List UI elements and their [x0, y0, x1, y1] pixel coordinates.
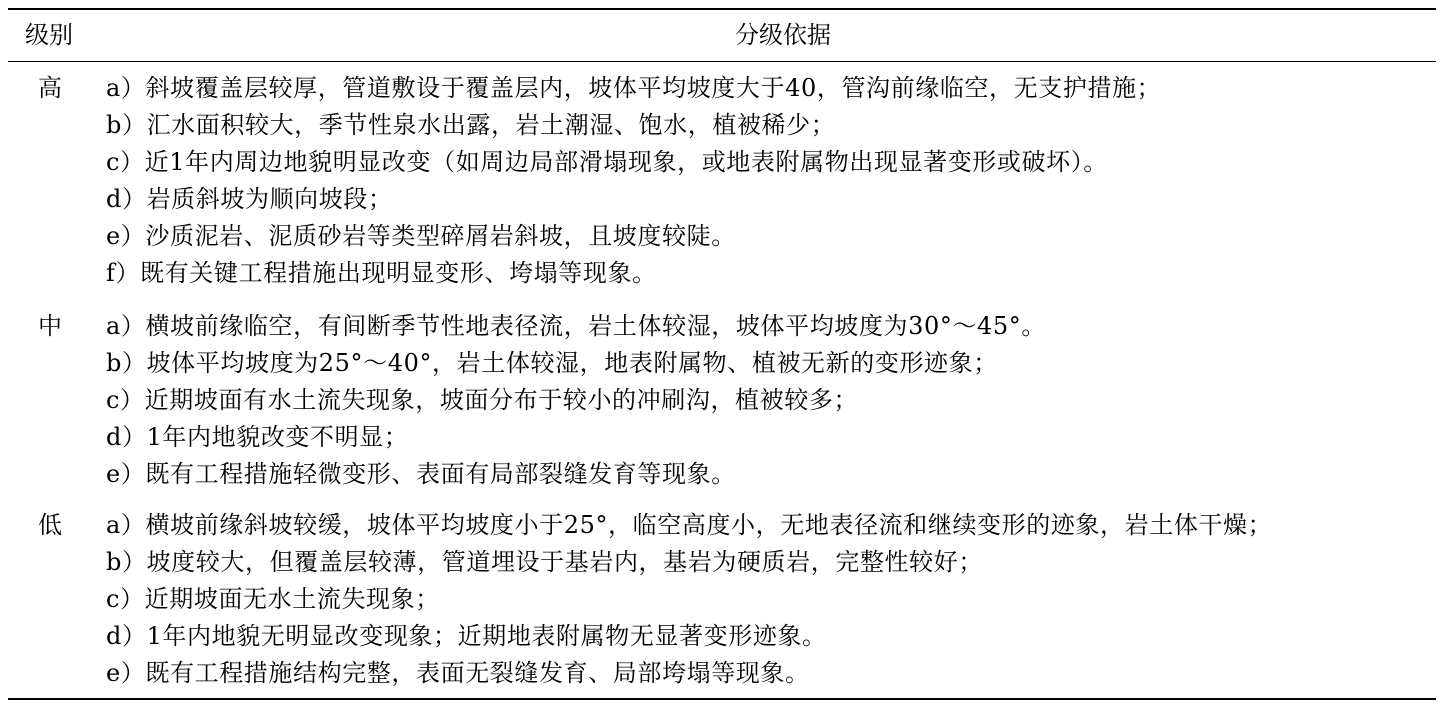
header-level: 级别	[25, 21, 73, 49]
basis-item: d）1年内地貌无明显改变现象；近期地表附属物无显著变形迹象。	[106, 622, 827, 650]
table-bottom-rule	[8, 698, 1436, 700]
basis-item: a）横坡前缘斜坡较缓，坡体平均坡度小于25°，临空高度小，无地表径流和继续变形的迹象，岩土体干燥；	[106, 511, 1273, 539]
basis-item: a）斜坡覆盖层较厚，管道敷设于覆盖层内，坡体平均坡度大于40，管沟前缘临空，无支护措施；	[106, 74, 1162, 102]
basis-item: b）坡体平均坡度为25°～40°，岩土体较湿，地表附属物、植被无新的变形迹象；	[106, 349, 998, 377]
table-top-rule	[8, 8, 1436, 10]
basis-item: c）近期坡面有水土流失现象，坡面分布于较小的冲刷沟，植被较多；	[106, 386, 859, 414]
basis-item: e）沙质泥岩、泥质砂岩等类型碎屑岩斜坡，且坡度较陡。	[106, 222, 736, 250]
basis-item: d）岩质斜坡为顺向坡段；	[106, 185, 393, 213]
basis-item: b）坡度较大，但覆盖层较薄，管道埋设于基岩内，基岩为硬质岩，完整性较好；	[106, 548, 983, 576]
basis-item: c）近期坡面无水土流失现象；	[106, 585, 440, 613]
basis-item: a）横坡前缘临空，有间断季节性地表径流，岩土体较湿，坡体平均坡度为30°～45°。	[106, 312, 1046, 340]
level-label: 中	[38, 312, 62, 340]
table-header-rule	[8, 61, 1436, 62]
basis-list	[106, 507, 1272, 692]
basis-item: c）近1年内周边地貌明显改变（如周边局部滑塌现象，或地表附属物出现显著变形或破坏）。	[106, 148, 1108, 176]
level-label: 高	[38, 74, 62, 102]
header-basis: 分级依据	[735, 21, 831, 49]
basis-list	[106, 308, 1046, 493]
basis-item: e）既有工程措施结构完整，表面无裂缝发育、局部垮塌等现象。	[106, 659, 810, 687]
basis-item: b）汇水面积较大，季节性泉水出露，岩土潮湿、饱水，植被稀少；	[106, 111, 836, 139]
basis-item: e）既有工程措施轻微变形、表面有局部裂缝发育等现象。	[106, 460, 736, 488]
level-label: 低	[38, 511, 62, 539]
basis-item: d）1年内地貌改变不明显；	[106, 423, 409, 451]
basis-item: f）既有关键工程措施出现明显变形、垮塌等现象。	[106, 259, 657, 287]
basis-list	[106, 70, 1161, 292]
